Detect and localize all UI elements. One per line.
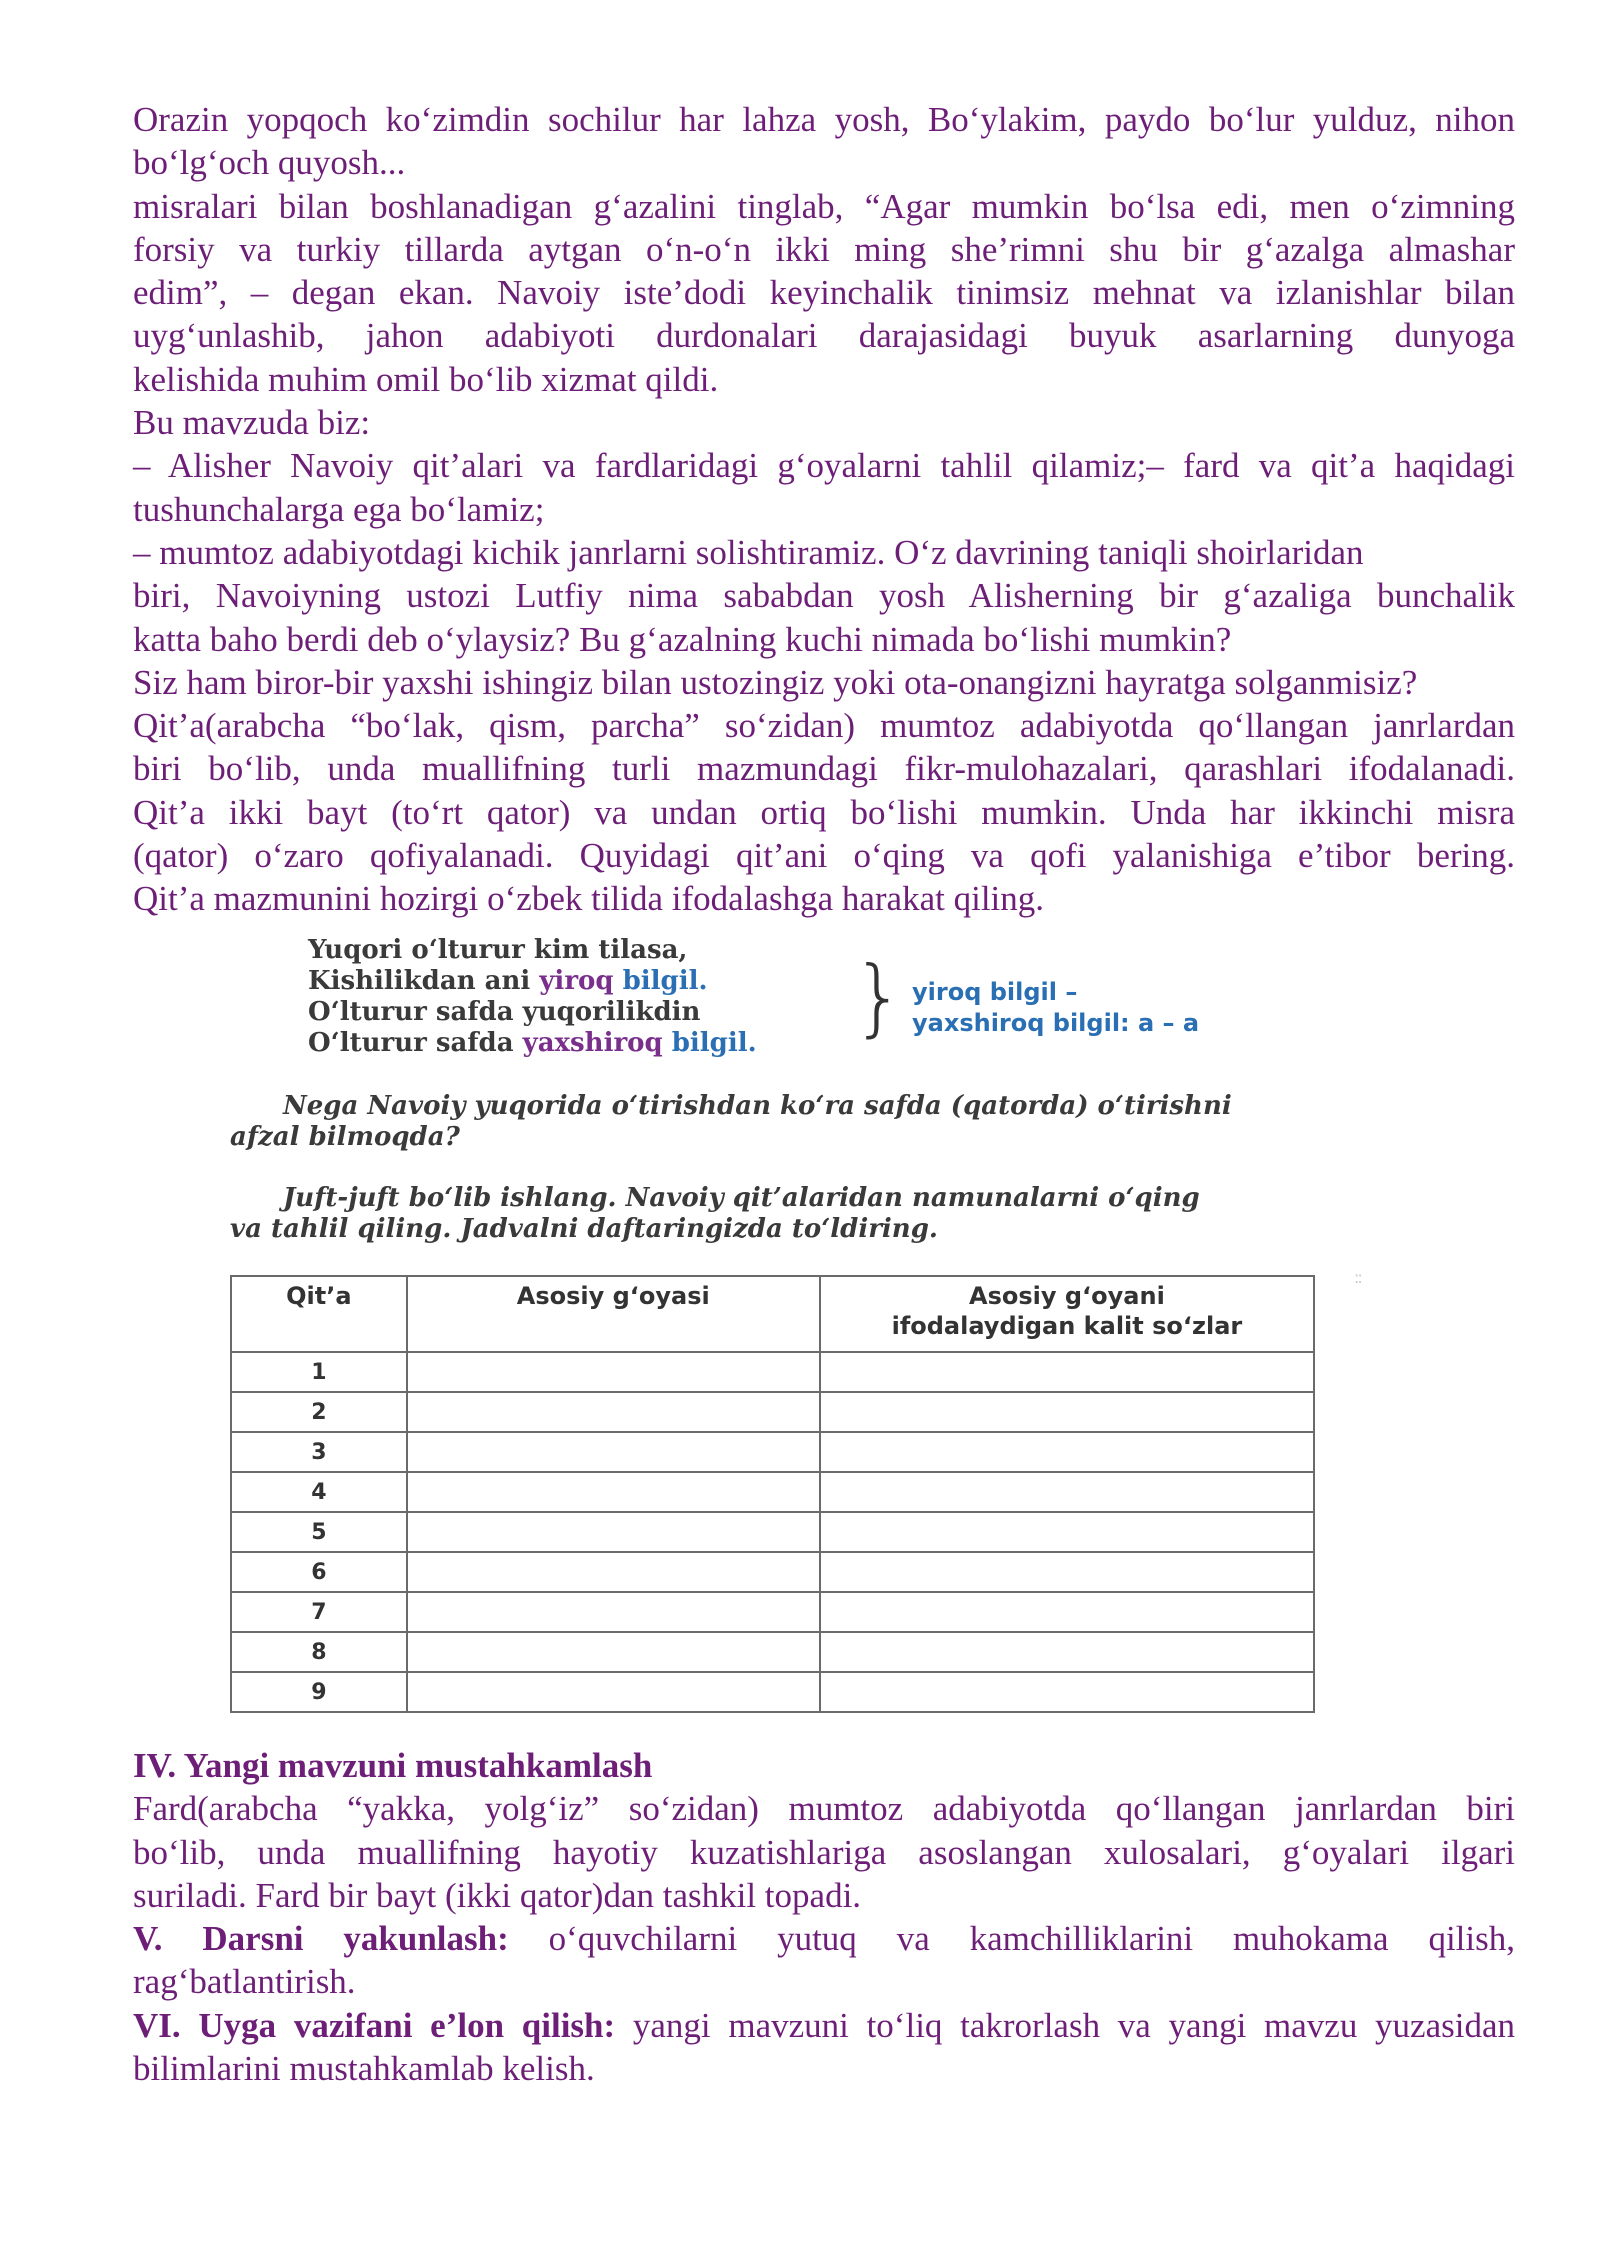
section-heading-iv: IV. Yangi mavzuni mustahkamlash [133,1746,653,1785]
row-number: 7 [231,1592,407,1632]
excerpt-question [230,1091,1318,1153]
note-line: yaxshiroq bilgil: a – a [912,1009,1200,1037]
empty-cell [820,1672,1314,1712]
header-main-idea: Asosiy g‘oyasi [407,1276,820,1352]
section-heading-vi: VI. Uyga vazifani e’lon qilish: [133,2005,616,2045]
table-row [231,1632,1314,1672]
table-header-row [231,1276,1314,1352]
empty-cell [407,1512,820,1552]
empty-cell [820,1432,1314,1472]
task-line: Juft-juft bo‘lib ishlang. Navoiy qit’alaridan namunalarni o‘qing [283,1183,1200,1213]
goal-line: – mumtoz adabiyotdagi kichik janrlarni solishtiramiz. O‘z davrining taniqli shoirlaridan [133,532,1364,572]
poem-verse [308,1028,757,1059]
table-row [231,1392,1314,1432]
empty-cell [407,1552,820,1592]
row-number: 2 [231,1392,407,1432]
question-line: afzal bilmoqda? [230,1122,460,1152]
paragraph-line: misralari bilan boshlanadigan g‘azalini tinglab, “Agar mumkin bo‘lsa edi, men o‘zimning [133,186,1515,226]
header-keywords [820,1276,1314,1352]
curly-brace-icon: } [852,948,906,1046]
empty-cell [407,1432,820,1472]
table-row [231,1552,1314,1592]
section-vi-text: yangi mavzuni to‘liq takrorlash va yangi mavzu yuzasidan [615,2005,1515,2045]
question-line: Nega Navoiy yuqorida o‘tirishdan ko‘ra safda (qatorda) o‘tirishni [283,1091,1232,1121]
row-number: 6 [231,1552,407,1592]
poem-verse: Yuqori o‘lturur kim tilasa, [308,935,688,965]
poem-verse [308,966,757,997]
section-v-line [133,1917,1515,1960]
section-iv-line: bo‘lib, unda muallifning hayotiy kuzatishlariga asoslangan xulosalari, g‘oyalari ilgari [133,1832,1515,1872]
empty-cell [820,1632,1314,1672]
header-qita: Qit’a [231,1276,407,1352]
goal-line: tushunchalarga ega bo‘lamiz; [133,489,545,529]
table-row [231,1592,1314,1632]
paragraph-line: edim”, – degan ekan. Navoiy iste’dodi keyinchalik tinimsiz mehnat va izlanishlar bilan [133,273,1515,313]
table-row [231,1672,1314,1712]
header-keywords-line: Asosiy g‘oyani [969,1282,1165,1310]
empty-cell [820,1592,1314,1632]
empty-cell [820,1552,1314,1592]
verse-text: O‘lturur safda [308,1028,523,1058]
poem-verse: O‘lturur safda yuqorilikdin [308,997,701,1027]
empty-cell [407,1352,820,1392]
row-number: 9 [231,1672,407,1712]
empty-cell [407,1672,820,1712]
row-number: 8 [231,1632,407,1672]
empty-cell [820,1472,1314,1512]
excerpt-task [230,1183,1318,1245]
table-row [231,1512,1314,1552]
section-v-text: o‘quvchilarni yutuq va kamchilliklarini muhokama qilish, [508,1919,1515,1959]
verse-text: Kishilikdan ani [308,966,540,996]
paragraph-line: uyg‘unlashib, jahon adabiyoti durdonalari darajasidagi buyuk asarlarning dunyoga [133,316,1515,356]
intro-text [133,98,1515,921]
qita-line: Qit’a(arabcha “bo‘lak, qism, parcha” so‘zidan) mumtoz adabiyotda qo‘llangan janrlardan [133,706,1515,746]
qita-line: Qit’a mazmunini hozirgi o‘zbek tilida ifodalashga harakat qiling. [133,879,1045,919]
qita-poem [308,935,757,1059]
rhyme-note [912,977,1199,1039]
rhyme-word: yiroq [539,966,614,996]
empty-cell [820,1512,1314,1552]
table-row [231,1352,1314,1392]
section-vi-line [133,2004,1515,2047]
row-number: 5 [231,1512,407,1552]
row-number: 4 [231,1472,407,1512]
qita-line: biri bo‘lib, unda muallifning turli mazmundagi fikr-mulohazalari, qarashlari ifodalanadi. [133,749,1515,789]
poem-line: Orazin yopqoch ko‘zimdin sochilur har lahza yosh, Bo‘ylakim, paydo bo‘lur yulduz, nihon [133,100,1515,139]
empty-cell [407,1592,820,1632]
empty-cell [407,1632,820,1672]
table-row [231,1472,1314,1512]
table-row [231,1432,1314,1472]
empty-cell [407,1472,820,1512]
row-number: 3 [231,1432,407,1472]
goal-line: katta baho berdi deb o‘ylaysiz? Bu g‘azalning kuchi nimada bo‘lishi mumkin? [133,619,1232,659]
section-heading-v: V. Darsni yakunlash: [133,1919,509,1959]
empty-cell [407,1392,820,1432]
row-number: 1 [231,1352,407,1392]
header-keywords-line: ifodalaydigan kalit so‘zlar [891,1312,1243,1340]
empty-cell [820,1352,1314,1392]
task-line: va tahlil qiling. Jadvalni daftaringizda to‘ldiring. [230,1214,938,1244]
goal-line: biri, Navoiyning ustozi Lutfiy nima sababdan yosh Alisherning bir g‘azaliga bunchalik [133,576,1515,616]
rhyme-word: yaxshiroq [522,1028,663,1058]
qita-line: (qator) o‘zaro qofiyalanadi. Quyidagi qit’ani o‘qing va qofi yalanishiga e’tibor bering. [133,836,1515,876]
topic-intro: Bu mavzuda biz: [133,403,371,443]
qita-line: Qit’a ikki bayt (to‘rt qator) va undan ortiq bo‘lishi mumkin. Unda har ikkinchi misra [133,792,1515,832]
section-iv-line: Fard(arabcha “yakka, yolg‘iz” so‘zidan) mumtoz adabiyotda qo‘llangan janrlardan biri [133,1789,1515,1829]
textbook-excerpt [230,935,1380,1721]
qita-table [230,1275,1315,1713]
goal-line: – Alisher Navoiy qit’alari va fardlaridagi g‘oyalarni tahlil qilamiz;– fard va qit’a haqidagi [133,446,1515,486]
radif-word: bilgil. [622,966,708,996]
section-v-line: rag‘batlantirish. [133,1962,356,2002]
section-vi-line: bilimlarini mustahkamlab kelish. [133,2049,595,2089]
radif-word: bilgil. [671,1028,757,1058]
lesson-sections [133,1744,1515,2090]
poem-line: bo‘lg‘och quyosh... [133,143,406,183]
paragraph-line: kelishida muhim omil bo‘lib xizmat qildi. [133,359,719,399]
empty-cell [820,1392,1314,1432]
section-iv-line: suriladi. Fard bir bayt (ikki qator)dan tashkil topadi. [133,1875,862,1915]
question-line: Siz ham biror-bir yaxshi ishingiz bilan ustozingiz yoki ota-onangizni hayratga solganmisiz? [133,662,1418,702]
paragraph-line: forsiy va turkiy tillarda aytgan o‘n-o‘n ikki ming she’rimni shu bir g‘azalga almashar [133,229,1515,269]
resize-grip-icon: :: [1354,1268,1361,1287]
note-line: yiroq bilgil – [912,978,1078,1006]
